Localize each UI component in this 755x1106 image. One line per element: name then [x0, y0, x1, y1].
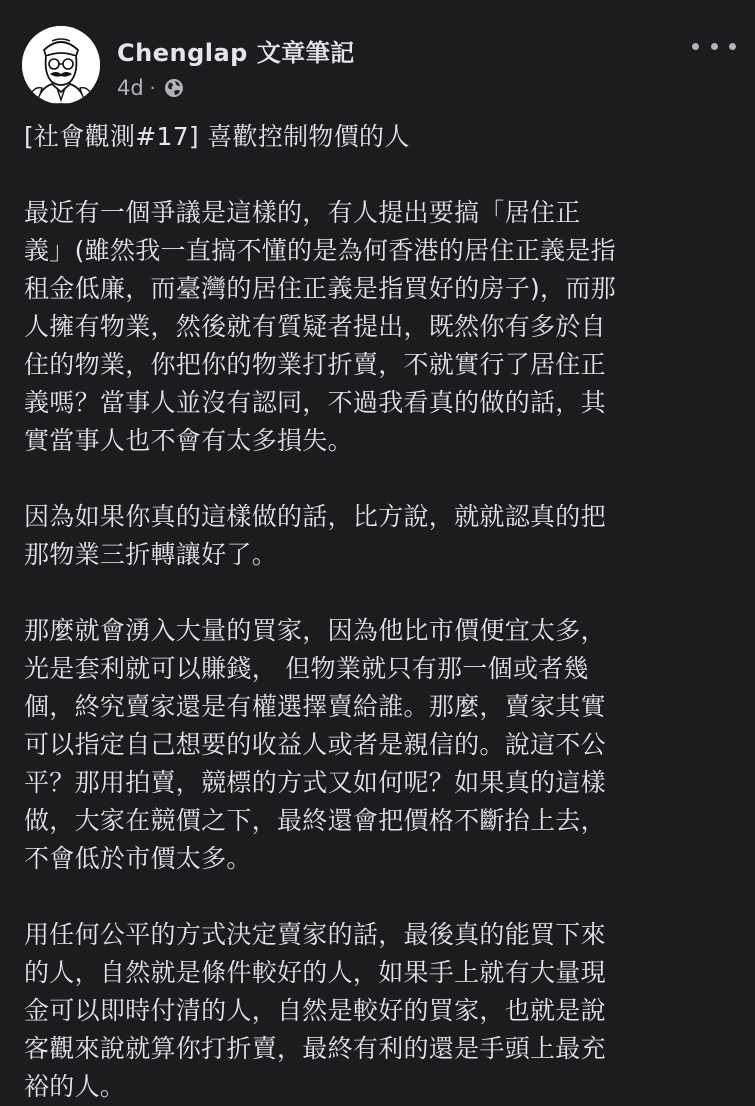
globe-icon[interactable] — [163, 77, 185, 99]
text-line: 人擁有物業，然後就有質疑者提出，既然你有多於自 — [24, 312, 606, 341]
paragraph-1 — [24, 194, 734, 460]
paragraph-4 — [24, 916, 734, 1106]
text-line: 做，大家在競價之下，最終還會把價格不斷抬上去， — [24, 806, 606, 835]
avatar[interactable] — [22, 26, 100, 104]
more-dot-icon — [711, 43, 718, 50]
text-line: 可以指定自己想要的收益人或者是親信的。說這不公 — [24, 730, 606, 759]
text-line: 義」(雖然我一直搞不懂的是為何香港的居住正義是指 — [24, 236, 616, 265]
more-dot-icon — [692, 43, 699, 50]
text-line: 實當事人也不會有太多損失。 — [24, 426, 353, 455]
post-meta — [117, 74, 185, 102]
text-line: 不會低於市價太多。 — [24, 844, 252, 873]
text-line: 住的物業，你把你的物業打折賣，不就實行了居住正 — [24, 350, 606, 379]
separator-dot: · — [149, 77, 156, 99]
text-line: 客觀來說就算你打折賣，最終有利的還是手頭上最充 — [24, 1034, 606, 1063]
more-dot-icon — [729, 43, 736, 50]
text-line: 用任何公平的方式決定賣家的話，最後真的能買下來 — [24, 920, 606, 949]
post-header — [0, 0, 755, 110]
text-line: 那物業三折轉讓好了。 — [24, 540, 278, 569]
avatar-illustration-icon — [22, 26, 100, 104]
text-line: 裕的人。 — [24, 1072, 126, 1101]
text-line: 最近有一個爭議是這樣的，有人提出要搞「居住正 — [24, 198, 581, 227]
text-line: 金可以即時付清的人，自然是較好的買家，也就是說 — [24, 996, 606, 1025]
post-body — [24, 116, 734, 1106]
post-timestamp[interactable]: 4d — [117, 76, 144, 100]
text-line: 義嗎？當事人並沒有認同，不過我看真的做的話，其 — [24, 388, 606, 417]
text-line: 因為如果你真的這樣做的話，比方說，就就認真的把 — [24, 502, 606, 531]
page-name[interactable]: Chenglap 文章筆記 — [117, 39, 355, 67]
text-line: 個，終究賣家還是有權選擇賣給誰。那麼，賣家其實 — [24, 692, 606, 721]
text-line: 租金低廉，而臺灣的居住正義是指買好的房子)，而那 — [24, 274, 616, 303]
paragraph-3 — [24, 612, 734, 878]
paragraph-2 — [24, 498, 734, 574]
text-line: 光是套利就可以賺錢， 但物業就只有那一個或者幾 — [24, 654, 589, 683]
post-title: [社會觀測#17] 喜歡控制物價的人 — [24, 122, 410, 151]
text-line: 的人，自然就是條件較好的人，如果手上就有大量現 — [24, 958, 606, 987]
more-options-button[interactable] — [692, 36, 736, 56]
text-line: 那麼就會湧入大量的買家，因為他比市價便宜太多， — [24, 616, 606, 645]
text-line: 平？那用拍賣，競標的方式又如何呢？如果真的這樣 — [24, 768, 606, 797]
